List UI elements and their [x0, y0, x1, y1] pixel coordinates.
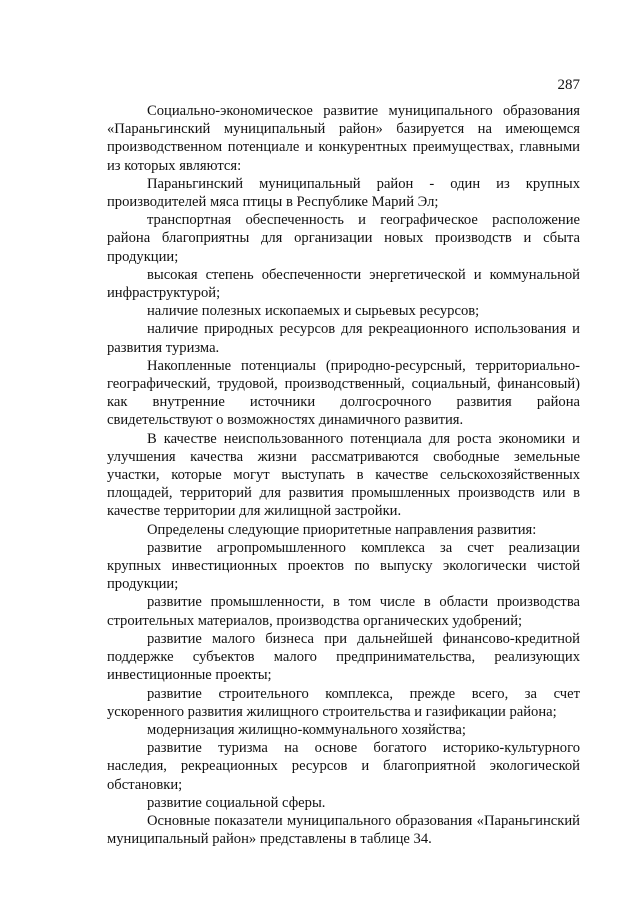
paragraph-priority-housing-utilities: модернизация жилищно-коммунального хозяйства;	[147, 721, 466, 738]
paragraph-advantage-poultry: Параньгинский муниципальный район - один из крупных производителей мяса птицы в Республике Марий Эл;	[107, 175, 580, 211]
paragraph-priority-small-business: развитие малого бизнеса при дальнейшей финансово-кредитной поддержке субъектов малого предпринимательства, реализующих инвестиционные проекты;	[107, 630, 580, 684]
paragraph-priority-industry: развитие промышленности, в том числе в области производства строительных материалов, производства органических удобрений;	[107, 594, 580, 629]
paragraph-unused-potential: В качестве неиспользованного потенциала для роста экономики и улучшения качества жизни рассматриваются свободные земельные участки, которые могут выступать в качестве сельскохозяйственных площадей, территорий для развития промышленных производств или в качестве территории для жилищной застройки.	[107, 430, 580, 520]
paragraph-advantage-minerals: наличие полезных ископаемых и сырьевых ресурсов;	[147, 303, 480, 320]
paragraph-priority-agro: развитие агропромышленного комплекса за счет реализации крупных инвестиционных проектов по выпуску экологически чистой продукции;	[107, 539, 580, 593]
paragraph-accumulated-potentials: Накопленные потенциалы (природно-ресурсный, территориально-географический, трудовой, производственный, социальный, финансовый) как внутренние источники долгосрочного развития района свидетельствуют о возможностях динамичного развития.	[107, 357, 580, 429]
paragraph-table-reference: Основные показатели муниципального образования «Параньгинский муниципальный район» представлены в таблице 34.	[107, 812, 580, 848]
paragraph-priorities-heading: Определены следующие приоритетные направления развития:	[147, 521, 537, 538]
paragraph-priority-social: развитие социальной сферы.	[147, 794, 326, 811]
paragraph-priority-construction: развитие строительного комплекса, прежде всего, за счет ускоренного развития жилищного строительства и газификации района;	[107, 685, 580, 720]
text-body	[107, 102, 580, 848]
paragraph-advantage-transport: транспортная обеспеченность и географическое расположение района благоприятны для организации новых производств и сбыта продукции;	[107, 212, 580, 265]
page-number: 287	[557, 77, 580, 93]
paragraph-intro: Социально-экономическое развитие муниципального образования «Параньгинский муниципальный район» базируется на имеющемся производственном потенциале и конкурентных преимуществах, главными из которых являются:	[107, 103, 580, 174]
paragraph-priority-tourism: развитие туризма на основе богатого историко-культурного наследия, рекреационных ресурсов и благоприятной экологической обстановки;	[107, 740, 580, 793]
paragraph-advantage-infrastructure: высокая степень обеспеченности энергетической и коммунальной инфраструктурой;	[107, 266, 580, 302]
paragraph-advantage-recreation: наличие природных ресурсов для рекреационного использования и развития туризма.	[107, 321, 580, 356]
